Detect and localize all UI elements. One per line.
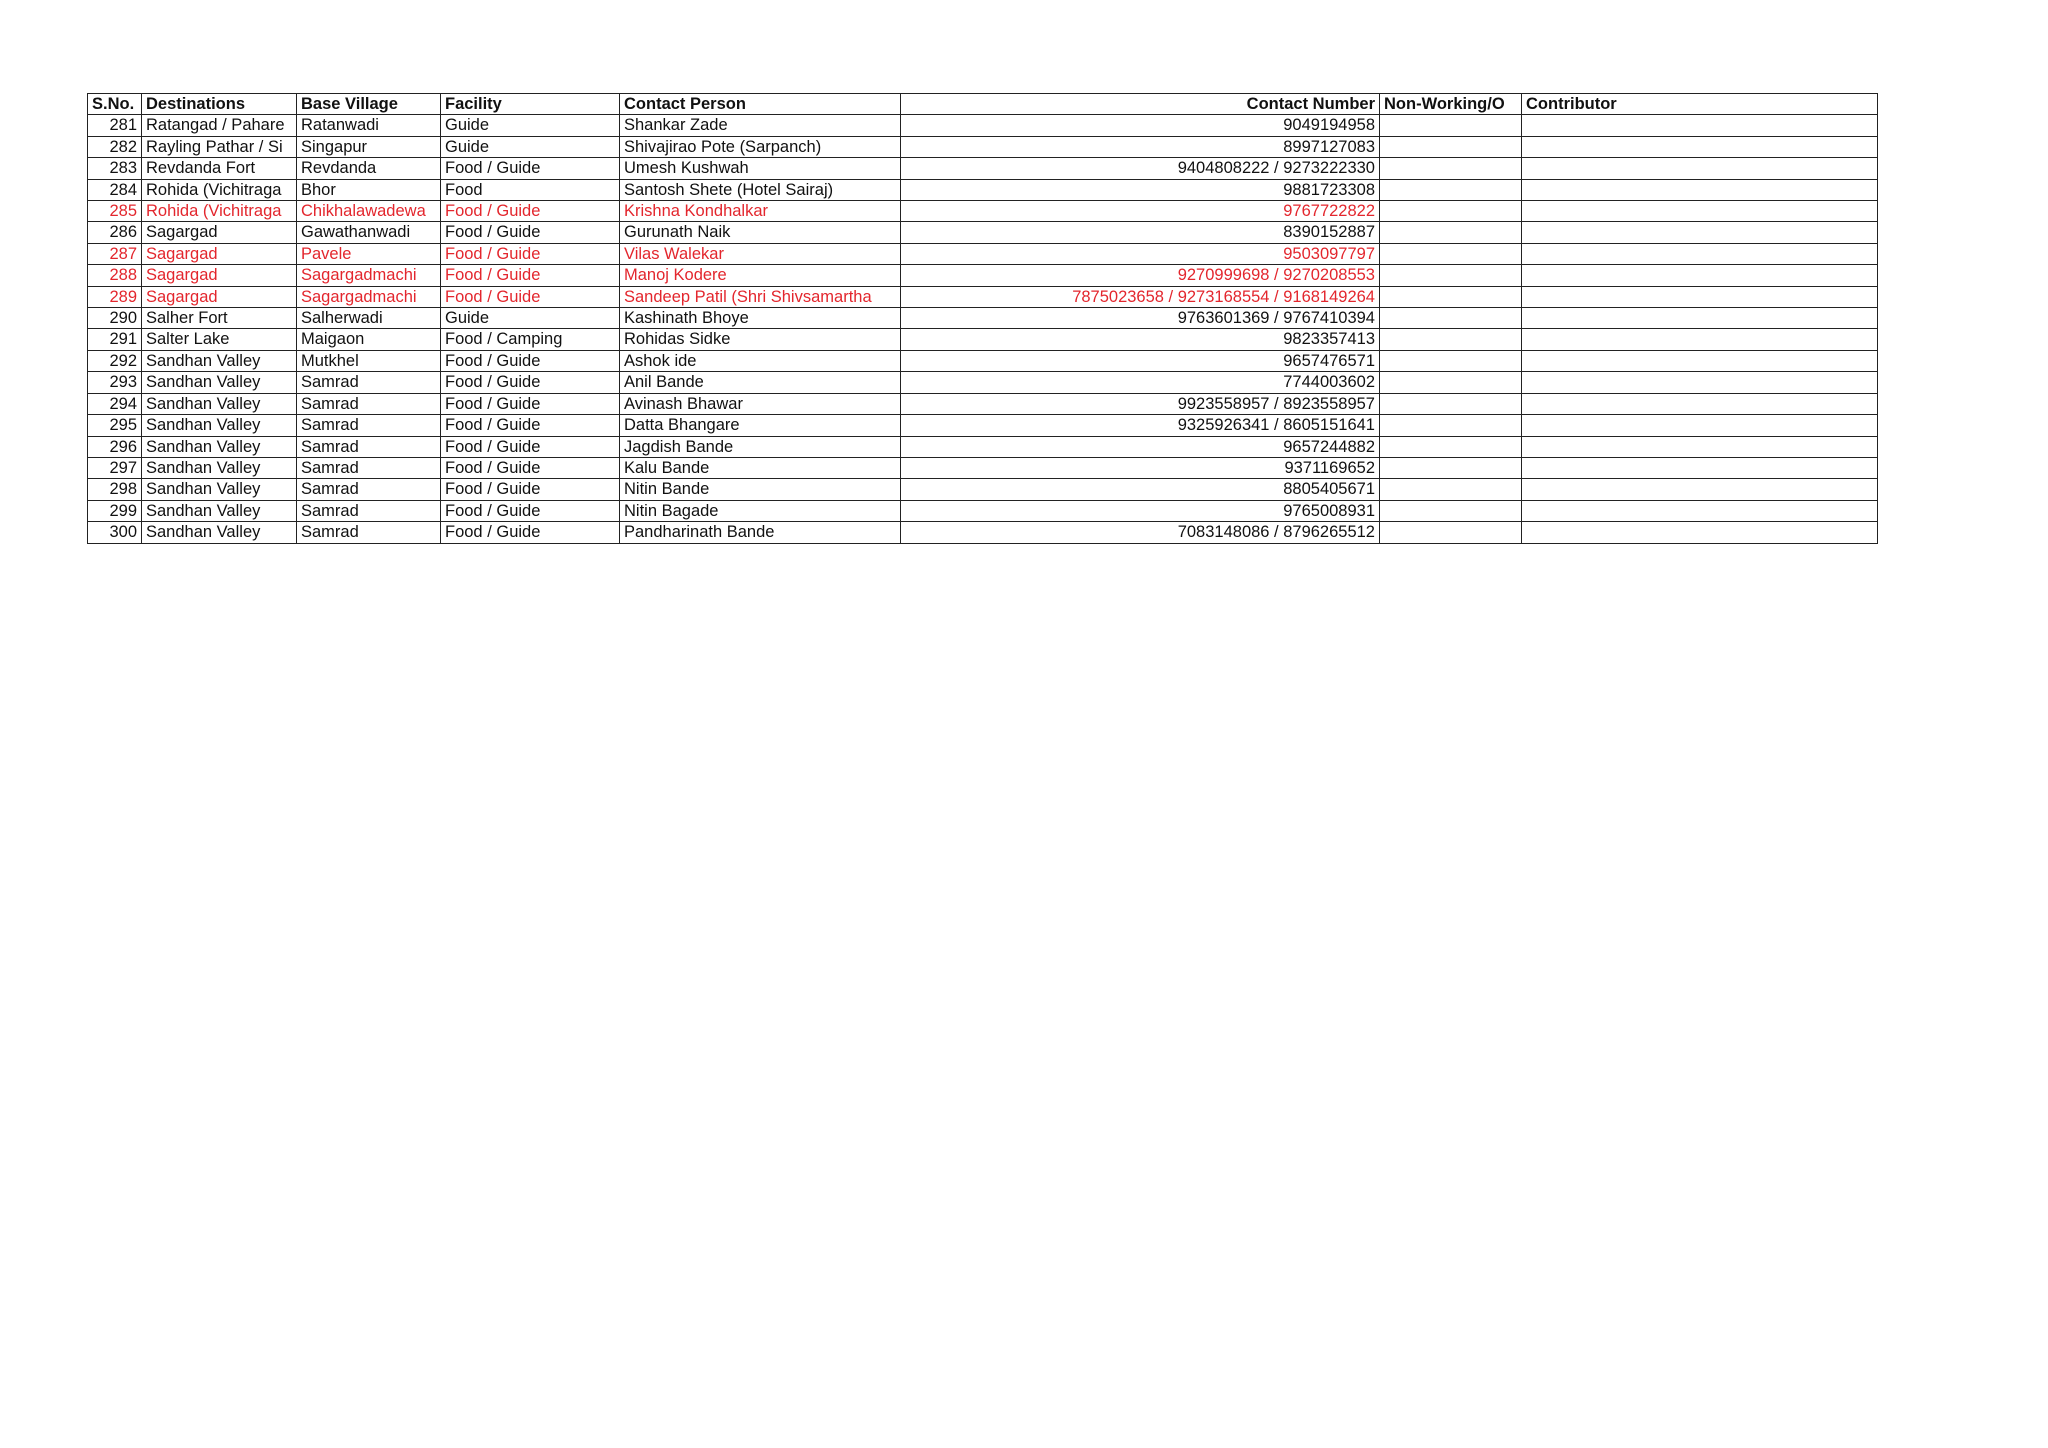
row-contact-person: Umesh Kushwah (620, 158, 901, 179)
row-base-village: Samrad (297, 500, 441, 521)
row-contact-number: 9049194958 (901, 115, 1380, 136)
row-contact-number: 9657244882 (901, 436, 1380, 457)
row-destination: Sandhan Valley (142, 457, 297, 478)
row-non-working (1380, 136, 1522, 157)
row-contributor (1522, 158, 1878, 179)
row-contact-number: 9823357413 (901, 329, 1380, 350)
row-facility: Food / Guide (441, 436, 620, 457)
row-contact-number: 9404808222 / 9273222330 (901, 158, 1380, 179)
row-facility: Food / Guide (441, 243, 620, 264)
row-facility: Food / Guide (441, 415, 620, 436)
row-non-working (1380, 415, 1522, 436)
row-contact-number: 9371169652 (901, 457, 1380, 478)
table-row (88, 243, 1878, 264)
row-destination: Sandhan Valley (142, 415, 297, 436)
row-base-village: Samrad (297, 522, 441, 543)
row-contributor (1522, 522, 1878, 543)
row-facility: Food / Camping (441, 329, 620, 350)
row-sno: 299 (88, 500, 142, 521)
table-row (88, 350, 1878, 371)
header-destinations: Destinations (142, 94, 297, 115)
row-destination: Sandhan Valley (142, 436, 297, 457)
row-base-village: Chikhalawadewa (297, 201, 441, 222)
row-facility: Food (441, 179, 620, 200)
row-contributor (1522, 372, 1878, 393)
row-facility: Food / Guide (441, 265, 620, 286)
row-sno: 288 (88, 265, 142, 286)
row-base-village: Maigaon (297, 329, 441, 350)
row-destination: Revdanda Fort (142, 158, 297, 179)
row-destination: Rohida (Vichitraga (142, 179, 297, 200)
row-contact-person: Kashinath Bhoye (620, 308, 901, 329)
header-facility: Facility (441, 94, 620, 115)
row-sno: 284 (88, 179, 142, 200)
row-base-village: Samrad (297, 479, 441, 500)
row-base-village: Sagargadmachi (297, 265, 441, 286)
row-non-working (1380, 308, 1522, 329)
row-contact-person: Manoj Kodere (620, 265, 901, 286)
row-non-working (1380, 158, 1522, 179)
row-contributor (1522, 201, 1878, 222)
row-sno: 297 (88, 457, 142, 478)
row-destination: Sagargad (142, 222, 297, 243)
table-row (88, 457, 1878, 478)
row-contact-number: 7083148086 / 8796265512 (901, 522, 1380, 543)
row-destination: Salter Lake (142, 329, 297, 350)
row-contact-person: Sandeep Patil (Shri Shivsamartha (620, 286, 901, 307)
row-non-working (1380, 372, 1522, 393)
row-facility: Food / Guide (441, 522, 620, 543)
row-base-village: Gawathanwadi (297, 222, 441, 243)
row-base-village: Samrad (297, 415, 441, 436)
row-destination: Sandhan Valley (142, 522, 297, 543)
row-non-working (1380, 522, 1522, 543)
row-non-working (1380, 265, 1522, 286)
row-contributor (1522, 393, 1878, 414)
row-facility: Food / Guide (441, 222, 620, 243)
row-non-working (1380, 436, 1522, 457)
row-sno: 283 (88, 158, 142, 179)
row-facility: Food / Guide (441, 500, 620, 521)
row-non-working (1380, 179, 1522, 200)
row-contact-number: 8997127083 (901, 136, 1380, 157)
row-sno: 290 (88, 308, 142, 329)
row-sno: 289 (88, 286, 142, 307)
row-base-village: Samrad (297, 372, 441, 393)
row-contributor (1522, 308, 1878, 329)
row-base-village: Samrad (297, 436, 441, 457)
row-non-working (1380, 479, 1522, 500)
row-base-village: Singapur (297, 136, 441, 157)
spreadsheet (87, 93, 1877, 544)
row-non-working (1380, 222, 1522, 243)
row-contact-person: Shivajirao Pote (Sarpanch) (620, 136, 901, 157)
table-row (88, 415, 1878, 436)
row-contact-person: Anil Bande (620, 372, 901, 393)
row-contact-number: 9503097797 (901, 243, 1380, 264)
header-contributor: Contributor (1522, 94, 1878, 115)
header-sno: S.No. (88, 94, 142, 115)
row-base-village: Sagargadmachi (297, 286, 441, 307)
table-row (88, 372, 1878, 393)
row-contributor (1522, 479, 1878, 500)
row-non-working (1380, 500, 1522, 521)
row-sno: 285 (88, 201, 142, 222)
row-contact-number: 9881723308 (901, 179, 1380, 200)
row-contact-number: 9270999698 / 9270208553 (901, 265, 1380, 286)
row-facility: Guide (441, 115, 620, 136)
row-destination: Sagargad (142, 286, 297, 307)
row-non-working (1380, 393, 1522, 414)
row-contact-person: Nitin Bagade (620, 500, 901, 521)
table-row (88, 158, 1878, 179)
row-contributor (1522, 243, 1878, 264)
row-contributor (1522, 179, 1878, 200)
header-contact-number: Contact Number (901, 94, 1380, 115)
header-base-village: Base Village (297, 94, 441, 115)
row-facility: Guide (441, 308, 620, 329)
row-non-working (1380, 329, 1522, 350)
row-contact-person: Shankar Zade (620, 115, 901, 136)
table-row (88, 329, 1878, 350)
row-destination: Rayling Pathar / Si (142, 136, 297, 157)
row-contact-number: 9767722822 (901, 201, 1380, 222)
row-contributor (1522, 436, 1878, 457)
row-contact-number: 9763601369 / 9767410394 (901, 308, 1380, 329)
row-sno: 282 (88, 136, 142, 157)
row-destination: Sandhan Valley (142, 393, 297, 414)
row-facility: Food / Guide (441, 457, 620, 478)
row-contributor (1522, 136, 1878, 157)
table-row (88, 286, 1878, 307)
row-non-working (1380, 286, 1522, 307)
row-contact-person: Rohidas Sidke (620, 329, 901, 350)
row-base-village: Revdanda (297, 158, 441, 179)
row-base-village: Salherwadi (297, 308, 441, 329)
row-contact-person: Kalu Bande (620, 457, 901, 478)
row-sno: 298 (88, 479, 142, 500)
row-sno: 287 (88, 243, 142, 264)
table-row (88, 179, 1878, 200)
row-destination: Sagargad (142, 265, 297, 286)
row-contact-person: Santosh Shete (Hotel Sairaj) (620, 179, 901, 200)
row-contact-number: 8390152887 (901, 222, 1380, 243)
row-destination: Sandhan Valley (142, 500, 297, 521)
table-row (88, 265, 1878, 286)
row-contributor (1522, 350, 1878, 371)
row-non-working (1380, 201, 1522, 222)
row-contributor (1522, 222, 1878, 243)
row-sno: 286 (88, 222, 142, 243)
row-contributor (1522, 415, 1878, 436)
row-facility: Guide (441, 136, 620, 157)
row-sno: 300 (88, 522, 142, 543)
row-sno: 281 (88, 115, 142, 136)
row-facility: Food / Guide (441, 350, 620, 371)
row-facility: Food / Guide (441, 479, 620, 500)
row-facility: Food / Guide (441, 201, 620, 222)
table-row (88, 393, 1878, 414)
row-contact-number: 9765008931 (901, 500, 1380, 521)
row-sno: 291 (88, 329, 142, 350)
row-contributor (1522, 115, 1878, 136)
row-sno: 294 (88, 393, 142, 414)
row-contact-person: Gurunath Naik (620, 222, 901, 243)
row-base-village: Ratanwadi (297, 115, 441, 136)
row-contact-number: 7875023658 / 9273168554 / 9168149264 (901, 286, 1380, 307)
row-contributor (1522, 457, 1878, 478)
row-contact-person: Datta Bhangare (620, 415, 901, 436)
header-row (88, 94, 1878, 115)
row-base-village: Samrad (297, 457, 441, 478)
table-row (88, 436, 1878, 457)
table-row (88, 115, 1878, 136)
table-row (88, 136, 1878, 157)
row-base-village: Mutkhel (297, 350, 441, 371)
row-facility: Food / Guide (441, 158, 620, 179)
row-contact-number: 7744003602 (901, 372, 1380, 393)
row-contributor (1522, 329, 1878, 350)
row-sno: 295 (88, 415, 142, 436)
row-destination: Rohida (Vichitraga (142, 201, 297, 222)
header-contact-person: Contact Person (620, 94, 901, 115)
row-facility: Food / Guide (441, 393, 620, 414)
row-contact-person: Jagdish Bande (620, 436, 901, 457)
row-destination: Salher Fort (142, 308, 297, 329)
row-contact-person: Ashok ide (620, 350, 901, 371)
table-row (88, 479, 1878, 500)
row-contact-number: 9657476571 (901, 350, 1380, 371)
row-contributor (1522, 265, 1878, 286)
row-destination: Sandhan Valley (142, 350, 297, 371)
row-non-working (1380, 243, 1522, 264)
row-sno: 293 (88, 372, 142, 393)
row-destination: Sandhan Valley (142, 479, 297, 500)
row-base-village: Samrad (297, 393, 441, 414)
row-destination: Sagargad (142, 243, 297, 264)
row-non-working (1380, 350, 1522, 371)
row-contact-person: Krishna Kondhalkar (620, 201, 901, 222)
row-non-working (1380, 115, 1522, 136)
row-base-village: Pavele (297, 243, 441, 264)
row-sno: 292 (88, 350, 142, 371)
row-sno: 296 (88, 436, 142, 457)
row-contributor (1522, 286, 1878, 307)
row-destination: Sandhan Valley (142, 372, 297, 393)
contacts-table (87, 93, 1878, 544)
row-destination: Ratangad / Pahare (142, 115, 297, 136)
row-contact-number: 9325926341 / 8605151641 (901, 415, 1380, 436)
row-facility: Food / Guide (441, 286, 620, 307)
row-base-village: Bhor (297, 179, 441, 200)
row-contact-person: Pandharinath Bande (620, 522, 901, 543)
row-facility: Food / Guide (441, 372, 620, 393)
table-row (88, 201, 1878, 222)
table-row (88, 308, 1878, 329)
row-contact-person: Nitin Bande (620, 479, 901, 500)
header-non-working: Non-Working/O (1380, 94, 1522, 115)
table-row (88, 522, 1878, 543)
table-row (88, 222, 1878, 243)
row-non-working (1380, 457, 1522, 478)
row-contact-number: 8805405671 (901, 479, 1380, 500)
row-contributor (1522, 500, 1878, 521)
row-contact-person: Avinash Bhawar (620, 393, 901, 414)
table-row (88, 500, 1878, 521)
row-contact-person: Vilas Walekar (620, 243, 901, 264)
row-contact-number: 9923558957 / 8923558957 (901, 393, 1380, 414)
